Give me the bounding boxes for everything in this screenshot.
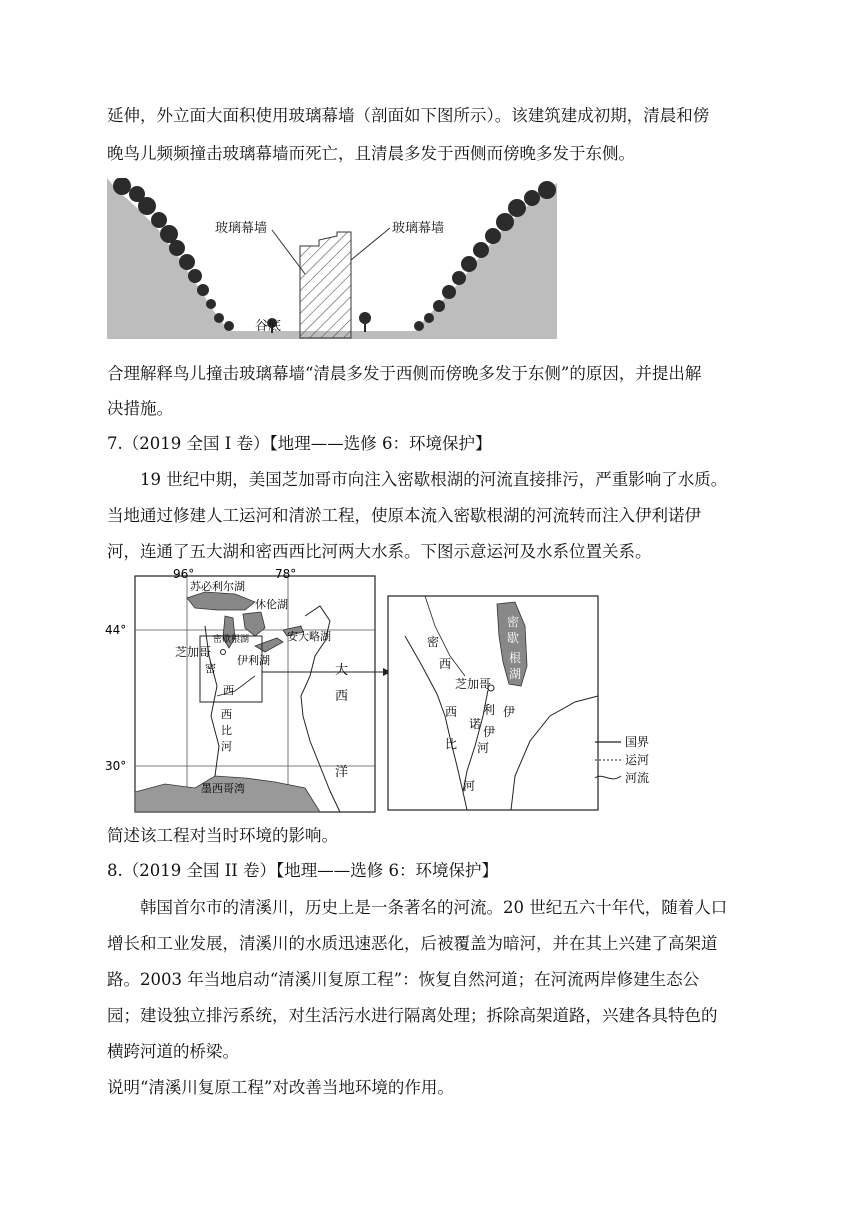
- miss-char-4: 河: [221, 740, 232, 753]
- q7-para-line-3: 河，连通了五大湖和密西西比河两大水系。下图示意运河及水系位置关系。: [107, 542, 652, 561]
- inset-illinois-char-2: 诺: [469, 717, 482, 731]
- q8-para-line-2: 增长和工业发展，清溪川的水质迅速恶化，后被覆盖为暗河，并在其上兴建了高架道: [107, 934, 718, 953]
- left-hill: [107, 178, 237, 336]
- atlantic-char-1: 西: [335, 689, 349, 704]
- lon-96: 96°: [173, 567, 195, 581]
- q7-task: 简述该工程对当时环境的影响。: [107, 826, 338, 845]
- legend-river-label: 河流: [625, 771, 650, 785]
- label-superior: 苏必利尔湖: [190, 580, 245, 593]
- miss-char-3: 比: [221, 724, 232, 737]
- q7-para-line-1: 19 世纪中期，美国芝加哥市向注入密歇根湖的河流直接排污，严重影响了水质。: [140, 470, 728, 489]
- inset-illinois-char-4: 河: [477, 741, 490, 755]
- atlantic-char-2: 洋: [335, 765, 349, 780]
- inset-miss-char-4: 河: [463, 779, 476, 793]
- q7-para-line-2: 当地通过修建人工运河和清淤工程，使原本流入密歇根湖的河流转而注入伊利诺伊: [107, 506, 701, 525]
- legend-border-label: 国界: [625, 735, 650, 749]
- canal-map-figure: [105, 566, 665, 816]
- intro-line-1: 延伸，外立面大面积使用玻璃幕墙（剖面如下图所示）。该建筑建成初期，清晨和傍: [107, 106, 710, 125]
- inset-lake-char-0: 密: [507, 615, 520, 629]
- inset-illinois-char-1: 利: [483, 703, 496, 717]
- lat-44: 44°: [105, 623, 127, 637]
- q8-header: 8.（2019 全国 II 卷）【地理——选修 6：环境保护】: [107, 861, 498, 880]
- lon-78: 78°: [275, 567, 297, 581]
- chicago-dot-main: [221, 650, 226, 655]
- q8-para-line-4: 园；建设独立排污系统，对生活污水进行隔离处理；拆除高架道路，兴建各具特色的: [107, 1006, 718, 1025]
- inset-illinois-char-3: 伊: [483, 725, 496, 739]
- q8-task: 说明“清溪川复原工程”对改善当地环境的作用。: [107, 1078, 454, 1097]
- glass-wall-pointer-right: [351, 228, 390, 260]
- inset-miss-char-1: 西: [439, 657, 452, 671]
- inset-lake-char-1: 歇: [507, 631, 520, 645]
- label-ontario: 安大略湖: [287, 630, 331, 643]
- q8-para-line-3: 路。2003 年当地启动“清溪川复原工程”：恢复自然河道；在河流两岸修建生态公: [107, 970, 700, 989]
- q8-para-line-5: 横跨河道的桥梁。: [107, 1042, 239, 1061]
- legend-river-line: [595, 776, 621, 779]
- right-hill: [412, 183, 557, 336]
- inset-illinois-char-0: 伊: [503, 705, 516, 719]
- label-michigan-small: 密歇根湖: [213, 635, 250, 645]
- miss-char-2: 西: [221, 708, 232, 721]
- valley-section-figure: [107, 178, 557, 343]
- q8-para-line-1: 韩国首尔市的清溪川，历史上是一条著名的河流。20 世纪五六十年代，随着人口: [140, 898, 728, 917]
- inset-label-chicago: 芝加哥: [455, 677, 492, 691]
- label-erie: 伊利湖: [237, 654, 270, 667]
- lat-30: 30°: [105, 759, 127, 773]
- atlantic-char-0: 大: [335, 663, 349, 678]
- inset-lake-char-3: 湖: [509, 667, 522, 681]
- label-chicago: 芝加哥: [175, 645, 212, 659]
- inset-miss-char-0: 密: [427, 635, 440, 649]
- miss-char-1: 西: [223, 684, 234, 697]
- inset-miss-char-3: 比: [445, 737, 458, 751]
- q6-task-line-1: 合理解释鸟儿撞击玻璃幕墙“清晨多发于西侧而傍晚多发于东侧”的原因，并提出解: [107, 364, 702, 383]
- inset-miss-char-2: 西: [445, 705, 458, 719]
- glass-wall-label-right: 玻璃幕墙: [392, 221, 445, 236]
- intro-line-2: 晚鸟儿频频撞击玻璃幕墙而死亡，且清晨多发于西侧而傍晚多发于东侧。: [107, 144, 635, 163]
- legend-canal-label: 运河: [625, 753, 650, 767]
- q7-header: 7.（2019 全国 I 卷）【地理——选修 6：环境保护】: [107, 434, 492, 453]
- q6-task-line-2: 决措施。: [107, 399, 173, 418]
- building: [300, 232, 351, 338]
- valley-bottom-label: 谷底: [255, 319, 282, 334]
- label-huron: 休伦湖: [255, 598, 288, 611]
- inset-lake-char-2: 根: [509, 651, 522, 665]
- glass-wall-label-left: 玻璃幕墙: [215, 221, 268, 236]
- miss-char-0: 密: [205, 662, 216, 675]
- label-gulf: 墨西哥湾: [201, 782, 245, 795]
